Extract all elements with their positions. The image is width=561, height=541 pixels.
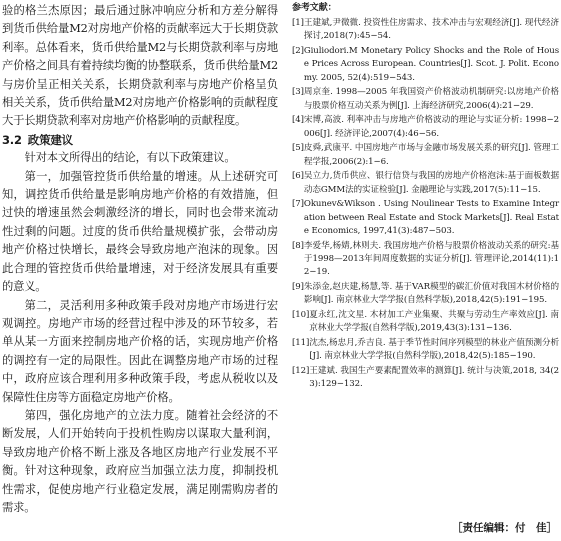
body-paragraph-1: 针对本文所得出的结论，有以下政策建议。 bbox=[24, 151, 236, 165]
reference-number: [12] bbox=[292, 365, 310, 376]
reference-item bbox=[292, 281, 559, 307]
intro-paragraph: 验的格兰杰原因；最后通过脉冲响应分析和方差分解得到货币供给量M2对房地产价格的贡献率远大于长期贷款利率。总体看来，货币供给量M2与长期贷款利率与房地产价格之间具有着持续均衡的协整联系，货币供给量M2与房价呈正相关关系，长期贷款利率与房地产价格呈负相关关系，货币供给量M2对房地产价格影响的贡献程度大于长期贷款利率对房地产价格影响的贡献程度。 bbox=[2, 4, 278, 128]
reference-item bbox=[292, 337, 559, 363]
reference-item bbox=[292, 45, 559, 85]
responsible-editor: ［责任编辑：付 佳］ bbox=[452, 522, 557, 534]
reference-number: [3] bbox=[292, 87, 304, 98]
reference-number: [10] bbox=[292, 309, 310, 320]
reference-item bbox=[292, 309, 559, 335]
reference-number: [5] bbox=[292, 143, 304, 154]
reference-text: 皮舜,武康平. 中国房地产市场与金融市场发展关系的研究[J]. 管理工程学报,2006(2):1−6. bbox=[303, 143, 559, 167]
reference-text: 王建斌,尹微微. 投资性住房需求、技术冲击与宏观经济[J]. 现代经济探讨,2018(7):45−54. bbox=[303, 18, 559, 42]
reference-number: [1] bbox=[292, 18, 304, 29]
reference-text: Giuliodori.M Monetary Policy Shocks and the Role of House Prices Across European. Countries[J]. Scot. J. Polit. Economy. 2005, 52(4):519−543. bbox=[303, 46, 559, 83]
reference-text: 周京奎. 1998—2005 年我国资产价格波动机制研究:以房地产价格与股票价格互动关系为例[J]. 上海经济研究,2006(4):21−29. bbox=[303, 87, 559, 111]
reference-number: [9] bbox=[292, 281, 304, 292]
reference-number: [7] bbox=[292, 199, 304, 210]
reference-text: 夏永红,沈文星. 木材加工产业集聚、共聚与劳动生产率效应[J]. 南京林业大学学报(自然科学版),2019,43(3):131−136. bbox=[309, 309, 559, 334]
reference-text: 吴立力,货币供应、银行信贷与我国的房地产价格泡沫:基于面板数据动态GMM法的实证检验[J]. 金融理论与实践,2017(5):11−15. bbox=[303, 171, 559, 195]
section-title: 政策建议 bbox=[27, 132, 73, 147]
reference-text: 朱添金,赵庆建,杨慧,等. 基于VAR模型的碳汇价值对我国木材价格的影响[J]. 南京林业大学学报(自然科学版),2018,42(5):191−195. bbox=[303, 281, 559, 306]
reference-item bbox=[292, 198, 559, 238]
reference-item bbox=[292, 17, 559, 43]
reference-number: [2] bbox=[292, 46, 304, 57]
reference-item bbox=[292, 142, 559, 168]
reference-item bbox=[292, 114, 559, 140]
reference-number: [11] bbox=[292, 337, 310, 348]
reference-text: 宋博,高波. 利率冲击与房地产价格波动的理论与实证分析: 1998−2006[J]. 经济评论,2007(4):46−56. bbox=[303, 115, 559, 139]
section-heading bbox=[2, 131, 278, 149]
reference-number: [8] bbox=[292, 240, 304, 251]
references-column bbox=[292, 2, 559, 393]
reference-number: [4] bbox=[292, 115, 304, 126]
reference-text: Okunev&Wikson . Using Noulinear Tests to Examine Integration between Real Estate and Stock Markets[J]. Real Estate Economics, 1997,41(3):487−503. bbox=[303, 199, 559, 236]
body-text-column bbox=[2, 2, 278, 517]
reference-number: [6] bbox=[292, 171, 304, 182]
reference-text: 王建斌. 我国生产要素配置效率的测算[J]. 统计与决策,2018, 34(23):129−132. bbox=[309, 365, 559, 390]
body-paragraph-3: 第二，灵活利用多种政策手段对房地产市场进行宏观调控。房地产市场的经营过程中涉及的环节较多，若单从某一方面来控制房地产价格的话，实现房地产价格的调控有一定的局限性。因此在调整房地产市场的过程中，政府应该合理利用多种政策手段，考虑从税收以及保障性住房等方面稳定房地产价格。 bbox=[2, 298, 278, 404]
reference-item bbox=[292, 240, 559, 280]
section-number: 3.2 bbox=[2, 132, 22, 147]
body-paragraph-4: 第四，强化房地产的立法力度。随着社会经济的不断发展，人们开始转向于投机性购房以谋取大量利润，导致房地产价格不断上涨及各地区房地产行业发展不平衡。针对这种现象，政府应当加强立法力度，抑制投机性需求，促使房地产行业稳定发展，满足刚需购房者的需求。 bbox=[2, 408, 278, 514]
references-heading: 参考文献： bbox=[292, 3, 337, 13]
reference-text: 李爱华,杨婧,林则夫. 我国房地产价格与股票价格波动关系的研究:基于1998—2013年间周度数据的实证分析[J]. 管理评论,2014(11):12−19. bbox=[303, 240, 559, 278]
reference-item bbox=[292, 365, 559, 391]
reference-text: 沈杰,杨忠月,乔吉良. 基于季节性时间序列模型的林业产值预测分析[J]. 南京林业大学学报(自然科学版),2018,42(5):185−190. bbox=[309, 337, 559, 362]
reference-item bbox=[292, 86, 559, 112]
body-paragraph-2: 第一，加强管控货币供给量的增速。从上述研究可知，调控货币供给量是影响房地产价格的有效措施，但过快的增速虽然会刺激经济的增长，同时也会带来流动性过剩的问题。过度的货币供给量规模扩张，会带动房地产价格过快增长，最终会导致房地产泡沫的现象。因此合理的管控货币供给量增速，对于经济发展具有重要的意义。 bbox=[2, 169, 278, 294]
reference-item bbox=[292, 170, 559, 196]
